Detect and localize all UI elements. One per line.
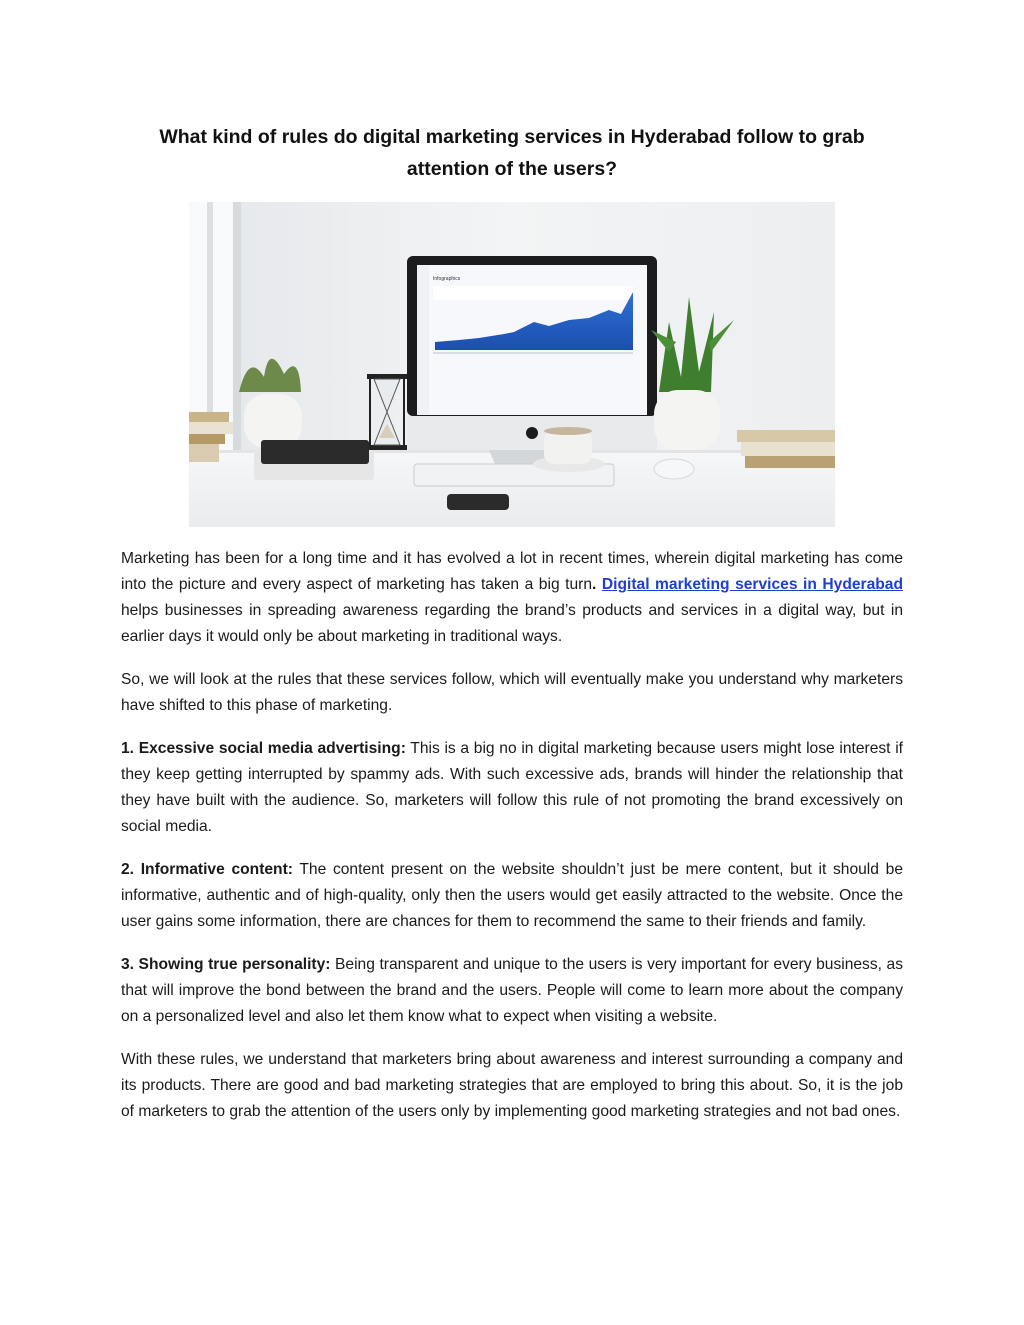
plant-left (239, 359, 302, 448)
conclusion-paragraph: With these rules, we understand that marketers bring about awareness and interest surrounding a company and its products. There are good and bad marketing strategies that are employed to bring this about. So, it is the job of marketers to grab the attention of the users only by implementing good marketing strategies and not bad ones. (121, 1051, 903, 1120)
digital-marketing-link[interactable]: Digital marketing services in Hyderabad (601, 576, 903, 593)
mouse (654, 459, 694, 479)
page-title: What kind of rules do digital marketing services in Hyderabad follow to grab attention of the users? (159, 126, 865, 180)
rule-3-heading: 3. Showing true personality: (121, 956, 331, 973)
screen-app-label: Infographics (433, 276, 461, 282)
monitor (407, 256, 657, 464)
rule-2-heading: 2. Informative content: (121, 861, 293, 878)
article-body (121, 546, 903, 1142)
rule-1-paragraph: 1. Excessive social media advertising: This is a big no in digital marketing because users might lose interest if they keep getting interrupted by spammy ads. With such excessive ads, brands will hinder the relationship that they have built with the audience. So, marketers will follow this rule of not promoting the brand excessively on social media. (121, 740, 903, 835)
rule-2-paragraph: 2. Informative content: The content present on the website shouldn’t just be mere content, but it should be informative, authentic and of high-quality, only then the users would get easily attracted to the website. Once the user gains some information, there are chances for them to recommend the same to their friends and family. (121, 861, 903, 930)
rule-1-heading: 1. Excessive social media advertising: (121, 740, 406, 757)
notebook (254, 440, 374, 480)
rule-3-paragraph: 3. Showing true personality: Being transparent and unique to the users is very important for every business, as that will improve the bond between the brand and the users. People will come to learn more about the company on a personalized level and also let them know what to expect when visiting a website. (121, 956, 903, 1025)
phone (447, 494, 509, 510)
intro-paragraph: Marketing has been for a long time and it has evolved a lot in recent times, wherein digital marketing has come into the picture and every aspect of marketing has taken a big turn. Digital marketing services in Hyderabad helps businesses in spreading awareness regarding the brand’s products and services in a digital way, but in earlier days it would only be about marketing in traditional ways. (121, 550, 903, 645)
desk-workspace-image (189, 202, 835, 527)
books-right (737, 430, 835, 468)
apple-logo-icon (526, 427, 538, 439)
transition-paragraph: So, we will look at the rules that these services follow, which will eventually make you understand why marketers have shifted to this phase of marketing. (121, 671, 903, 714)
